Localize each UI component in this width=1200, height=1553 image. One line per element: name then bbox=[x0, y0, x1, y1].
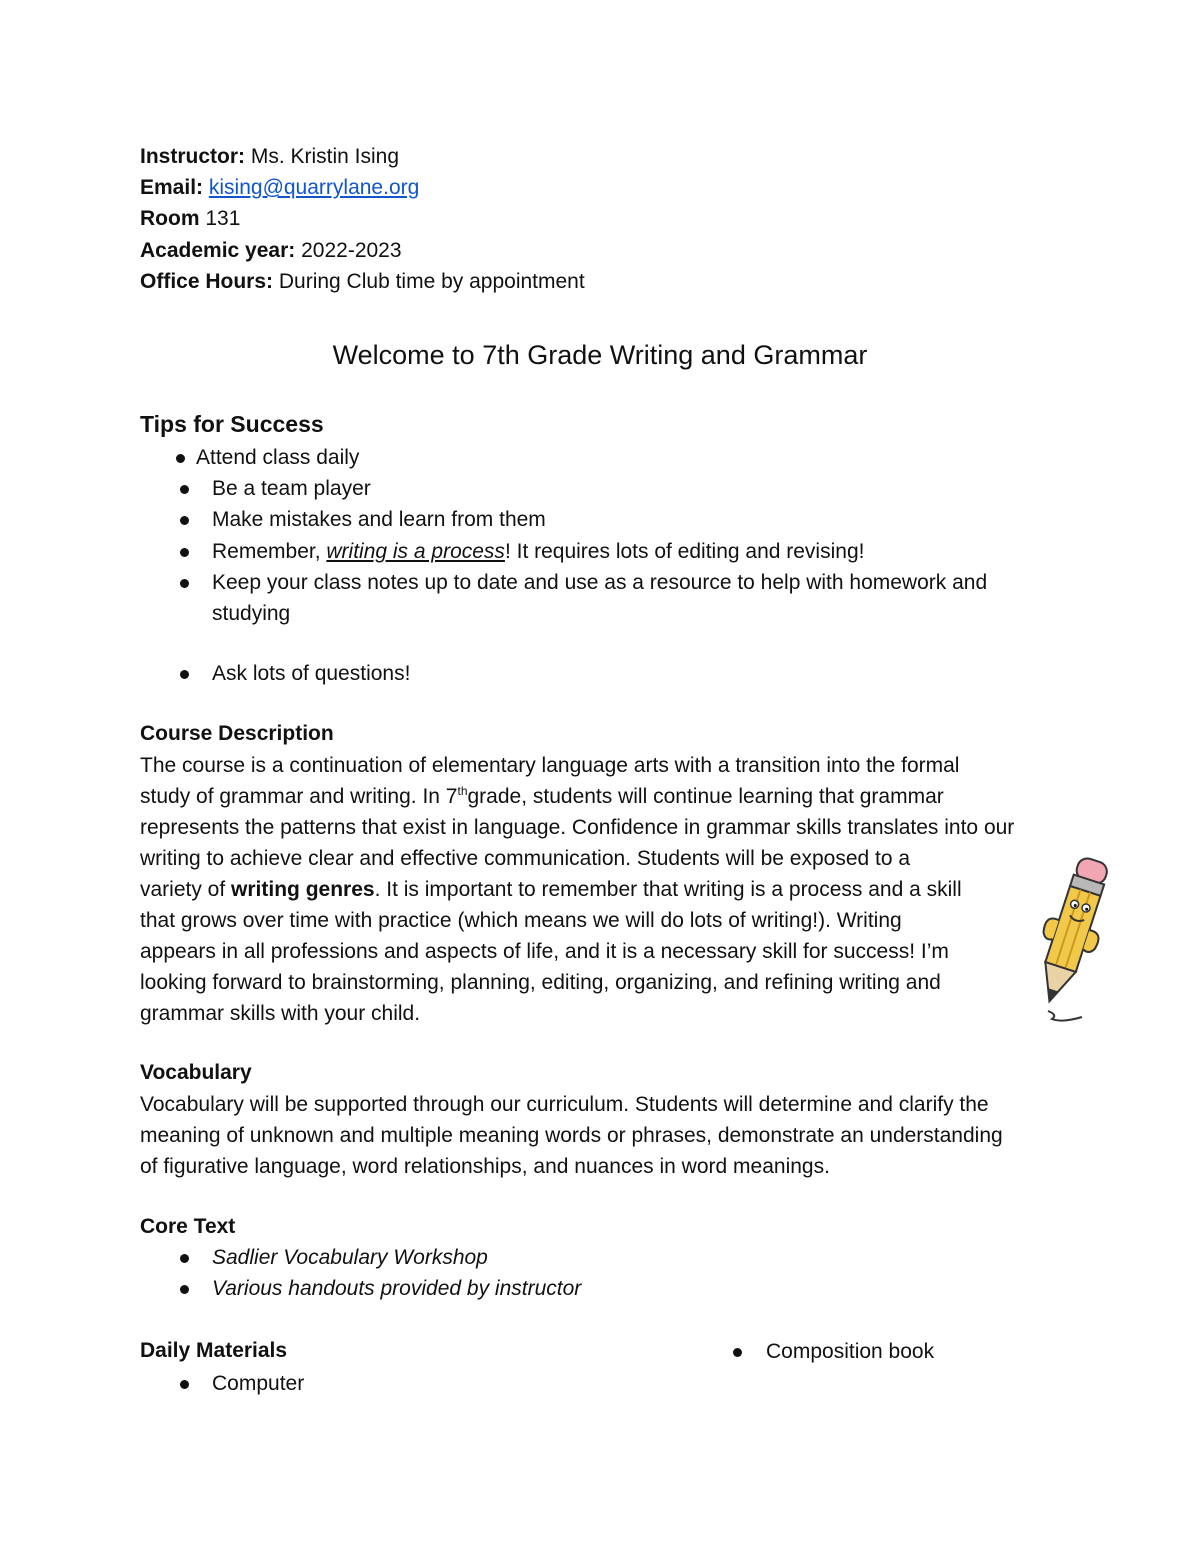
tip-item: Be a team player bbox=[212, 477, 371, 500]
vocabulary-line: Vocabulary will be supported through our curriculum. Students will determine and clarify the bbox=[140, 1093, 989, 1116]
remember-emphasis: writing is a process bbox=[326, 540, 505, 563]
bullet-icon bbox=[733, 1348, 742, 1357]
remember-prefix: Remember, bbox=[212, 540, 327, 563]
email-line bbox=[140, 172, 419, 203]
vocabulary-line: of figurative language, word relationships, and nuances in word meanings. bbox=[140, 1155, 830, 1178]
academic-year-value: 2022-2023 bbox=[301, 239, 402, 262]
course-text: . It is important to remember that writing is a process and a skill bbox=[374, 878, 962, 901]
course-line: represents the patterns that exist in language. Confidence in grammar skills translates into our bbox=[140, 816, 1015, 839]
course-text: study of grammar and writing. In 7 bbox=[140, 785, 458, 808]
bullet-icon bbox=[180, 1285, 189, 1294]
bullet-icon bbox=[180, 516, 189, 525]
tip-item-notes bbox=[212, 567, 987, 629]
vocabulary-text bbox=[140, 1089, 1060, 1182]
course-text: grade, students will continue learning that grammar bbox=[467, 785, 944, 808]
bullet-icon bbox=[180, 579, 189, 588]
core-text-heading: Core Text bbox=[140, 1215, 236, 1238]
course-line: writing to achieve clear and effective communication. Students will be exposed to a bbox=[140, 847, 911, 870]
course-description-heading: Course Description bbox=[140, 722, 334, 745]
office-hours-value: During Club time by appointment bbox=[278, 270, 585, 293]
course-description-text bbox=[140, 750, 1060, 1029]
vocabulary-heading: Vocabulary bbox=[140, 1061, 252, 1084]
ordinal-suffix: th bbox=[457, 784, 468, 798]
page-title: Welcome to 7th Grade Writing and Grammar bbox=[332, 340, 868, 370]
course-line bbox=[140, 874, 1060, 905]
academic-year-label: Academic year: bbox=[140, 239, 296, 262]
course-line: looking forward to brainstorming, planning, editing, organizing, and refining writing and bbox=[140, 971, 941, 994]
email-link[interactable]: kising@quarrylane.org bbox=[208, 176, 420, 199]
office-hours-label: Office Hours: bbox=[140, 270, 274, 293]
bullet-icon bbox=[180, 1380, 189, 1389]
remember-suffix: ! It requires lots of editing and revising! bbox=[504, 540, 865, 563]
instructor-value: Ms. Kristin Ising bbox=[250, 145, 400, 168]
writing-genres-bold: writing genres bbox=[231, 878, 375, 901]
tip-item: Attend class daily bbox=[196, 446, 360, 469]
material-item: Composition book bbox=[766, 1340, 935, 1363]
notes-line-2: studying bbox=[212, 602, 291, 625]
tip-item: Make mistakes and learn from them bbox=[212, 508, 546, 531]
academic-year-line bbox=[140, 235, 402, 266]
core-text-item: Sadlier Vocabulary Workshop bbox=[212, 1246, 488, 1269]
course-line bbox=[140, 781, 1060, 812]
bullet-icon bbox=[176, 454, 185, 463]
course-line: The course is a continuation of elementary language arts with a transition into the formal bbox=[140, 754, 960, 777]
pencil-mascot-image bbox=[1028, 845, 1116, 1025]
email-label: Email: bbox=[140, 176, 204, 199]
notes-line-1: Keep your class notes up to date and use as a resource to help with homework and bbox=[212, 571, 988, 594]
bullet-icon bbox=[180, 1254, 189, 1263]
room-label: Room bbox=[140, 207, 200, 230]
room-line bbox=[140, 203, 240, 234]
tips-heading: Tips for Success bbox=[140, 411, 324, 437]
course-line: appears in all professions and aspects of life, and it is a necessary skill for success! I’m bbox=[140, 940, 949, 963]
room-value: 131 bbox=[205, 207, 241, 230]
course-text: variety of bbox=[140, 878, 232, 901]
vocabulary-line: meaning of unknown and multiple meaning words or phrases, demonstrate an understanding bbox=[140, 1124, 1003, 1147]
tip-item: Ask lots of questions! bbox=[212, 662, 411, 685]
office-hours-line bbox=[140, 266, 585, 297]
core-text-item: Various handouts provided by instructor bbox=[212, 1277, 582, 1300]
course-line: grammar skills with your child. bbox=[140, 1002, 421, 1025]
bullet-icon bbox=[180, 485, 189, 494]
material-item: Computer bbox=[212, 1372, 305, 1395]
instructor-line bbox=[140, 141, 399, 172]
bullet-icon bbox=[180, 670, 189, 679]
bullet-icon bbox=[180, 548, 189, 557]
course-line: that grows over time with practice (which means we will do lots of writing!). Writing bbox=[140, 909, 902, 932]
tip-item-remember bbox=[212, 536, 864, 567]
daily-materials-heading: Daily Materials bbox=[140, 1339, 288, 1362]
instructor-label: Instructor: bbox=[140, 145, 245, 168]
